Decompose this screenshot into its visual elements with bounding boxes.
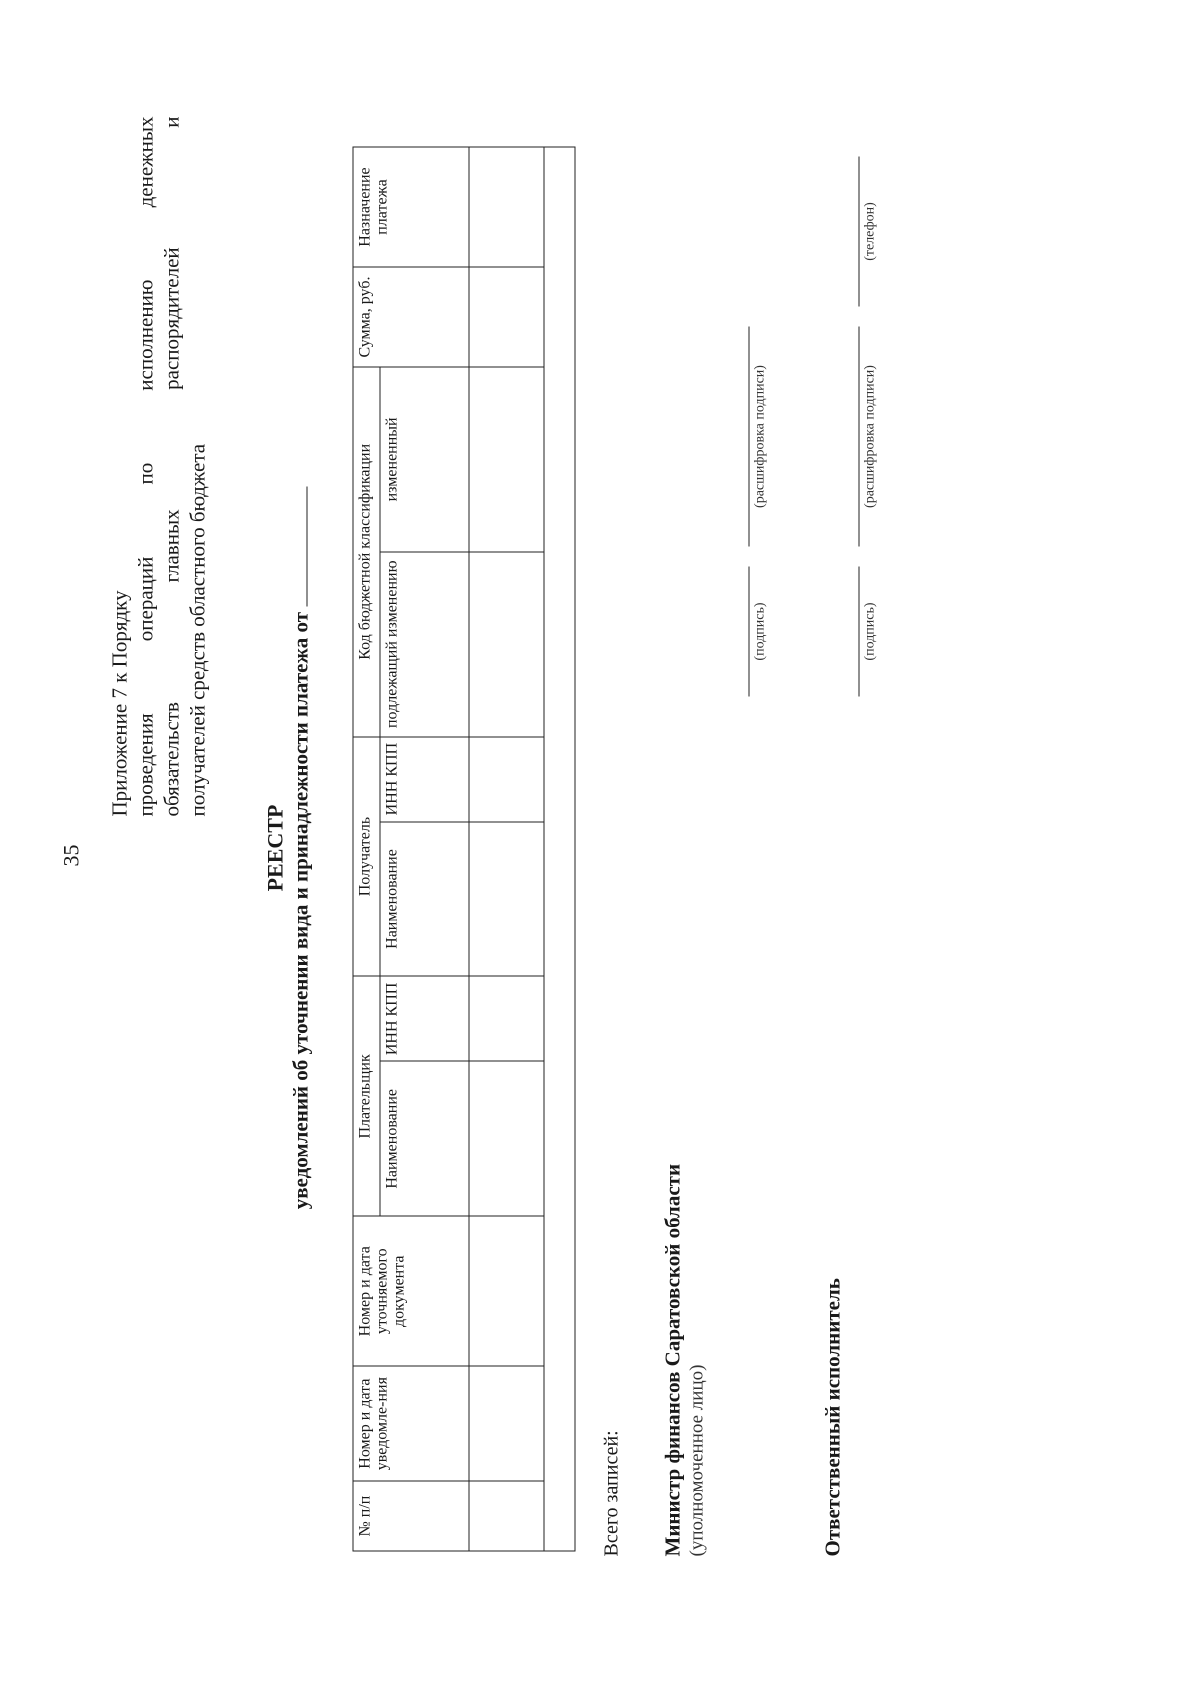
register-title: РЕЕСТР xyxy=(262,804,288,892)
cell xyxy=(469,1216,544,1366)
header-document: Номер и дата уточняемого документа xyxy=(353,1216,469,1366)
table-header-row-1 xyxy=(353,147,380,1551)
appendix-line-3: обязательств главных распорядителей и xyxy=(159,116,184,817)
cell xyxy=(469,147,544,267)
header-kbk-new: измененный xyxy=(380,367,469,552)
executive-phone-line xyxy=(859,157,860,307)
minister-decode-line xyxy=(749,327,750,547)
header-sum: Сумма, руб. xyxy=(353,267,469,367)
minister-decode-caption: (расшифровка подписи) xyxy=(752,365,768,508)
appendix-line-1: Приложение 7 к Порядку xyxy=(107,590,132,817)
header-payer-inn: ИНН КПП xyxy=(380,976,469,1061)
minister-title: Министр финансов Саратовской области xyxy=(660,1163,685,1557)
header-num: № п/п xyxy=(353,1481,469,1551)
executive-decode-line xyxy=(859,327,860,547)
rotated-sheet xyxy=(1,0,1200,1697)
total-records-label: Всего записей: xyxy=(600,1430,623,1557)
date-blank-line xyxy=(289,487,308,607)
minister-signature-caption: (подпись) xyxy=(752,602,768,661)
minister-signature-line xyxy=(749,567,750,697)
header-notice: Номер и дата уведомле-ния xyxy=(353,1366,469,1481)
cell xyxy=(469,1481,544,1551)
header-kbk-group: Код бюджетной классификации xyxy=(353,367,380,737)
table-total-row xyxy=(544,147,575,1551)
cell xyxy=(469,552,544,737)
cell xyxy=(469,367,544,552)
executive-signature-line xyxy=(859,567,860,697)
cell xyxy=(469,1061,544,1216)
executive-signature-caption: (подпись) xyxy=(862,602,878,661)
executive-decode-caption: (расшифровка подписи) xyxy=(862,365,878,508)
page-number: 35 xyxy=(58,844,84,867)
executive-phone-caption: (телефон) xyxy=(862,202,878,261)
cell xyxy=(469,1366,544,1481)
header-payer-group: Плательщик xyxy=(353,976,380,1216)
header-recipient-group: Получатель xyxy=(353,737,380,977)
register-subtitle xyxy=(289,0,314,1697)
cell xyxy=(469,822,544,977)
header-recipient-inn: ИНН КПП xyxy=(380,737,469,822)
cell xyxy=(469,267,544,367)
appendix-note xyxy=(107,117,211,817)
minister-subtitle: (уполномоченное лицо) xyxy=(686,1364,708,1557)
register-subtitle-text: уведомлений об уточнении вида и принадлежности платежа от xyxy=(288,611,313,1210)
table-row xyxy=(469,147,544,1551)
header-payer-name: Наименование xyxy=(380,1061,469,1216)
appendix-line-4: получателей средств областного бюджета xyxy=(185,443,210,817)
header-kbk-old: подлежащий изменению xyxy=(380,552,469,737)
header-purpose: Назначение платежа xyxy=(353,147,469,267)
header-recipient-name: Наименование xyxy=(380,822,469,977)
cell xyxy=(469,737,544,822)
total-cell xyxy=(544,147,575,1551)
cell xyxy=(469,976,544,1061)
appendix-line-2: проведения операций по исполнению денежных xyxy=(133,116,158,817)
executive-title: Ответственный исполнитель xyxy=(820,1278,845,1557)
register-table xyxy=(353,147,576,1552)
